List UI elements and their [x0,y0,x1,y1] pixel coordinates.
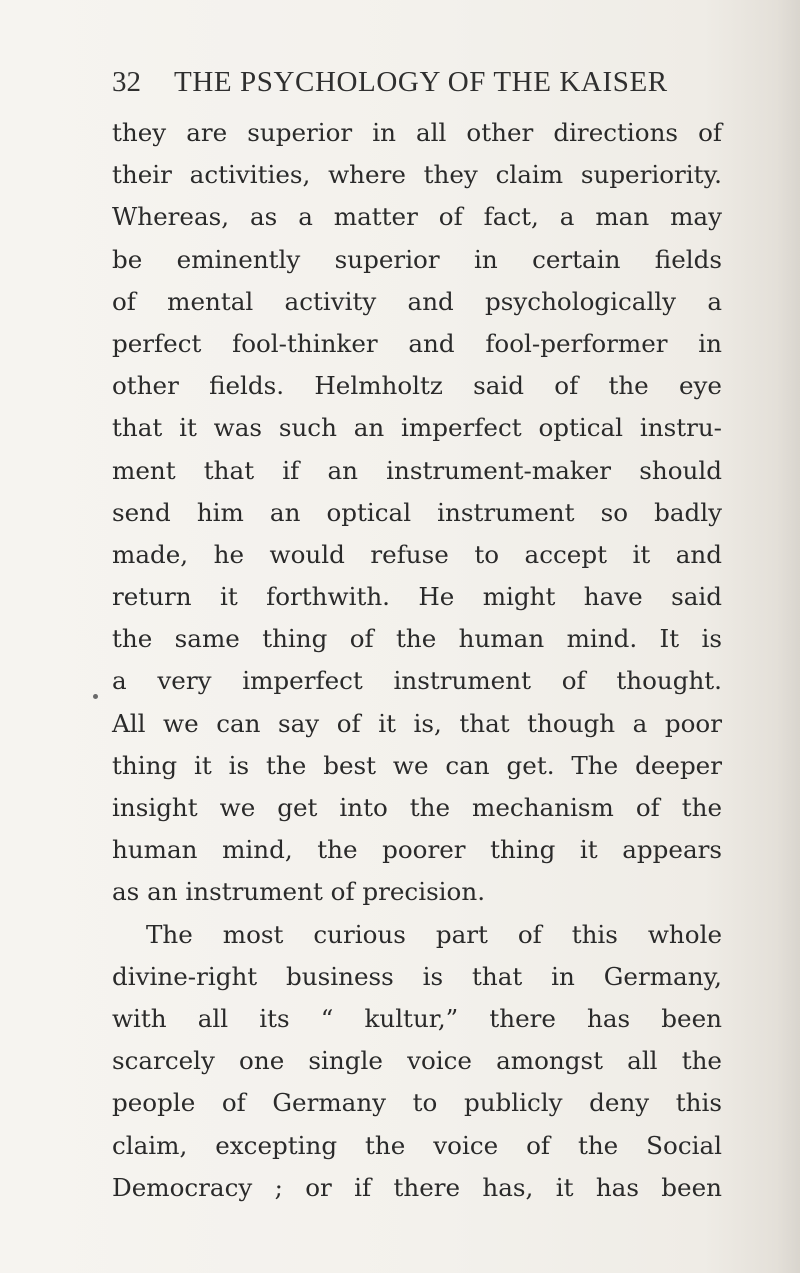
text-line: Democracy ; or if there has, it has been [112,1172,722,1202]
text-line: send him an optical instrument so badly [112,497,722,527]
text-line: a very imperfect instrument of thought. [112,666,722,696]
text-line: thing it is the best we can get. The deeper [112,750,722,780]
text-line: divine-right business is that in Germany, [112,961,722,991]
text-line: perfect fool-thinker and fool-performer in [112,328,722,358]
text-line: be eminently superior in certain fields [112,244,722,274]
text-line: The most curious part of this whole [146,919,722,949]
text-line: human mind, the poorer thing it appears [112,835,722,865]
text-line: with all its “ kultur,” there has been [112,1003,722,1033]
text-line: their activities, where they claim superiority. [112,160,722,190]
text-line: insight we get into the mechanism of the [112,793,722,822]
text-line: other fields. Helmholtz said of the eye [112,371,722,401]
running-head [112,60,712,104]
text-line: of mental activity and psychologically a [112,286,722,316]
text-line: ment that if an instrument-maker should [112,455,722,485]
text-line: as an instrument of precision. [112,877,486,907]
running-title: THE PSYCHOLOGY OF THE KAISER [174,66,668,98]
text-line: scarcely one single voice amongst all the [112,1046,722,1076]
stray-ink-mark [93,694,98,699]
text-line: they are superior in all other directions of [112,118,722,147]
text-line: Whereas, as a matter of fact, a man may [112,202,722,232]
text-line: the same thing of the human mind. It is [112,624,722,654]
text-line: people of Germany to publicly deny this [112,1088,722,1118]
text-line: made, he would refuse to accept it and [112,539,722,569]
text-line: All we can say of it is, that though a poor [112,708,722,738]
text-line: that it was such an imperfect optical instru- [112,413,722,443]
body-text [112,112,722,1209]
text-line: claim, excepting the voice of the Social [112,1130,722,1160]
page-number: 32 [112,66,141,98]
text-line: return it forthwith. He might have said [112,582,722,612]
